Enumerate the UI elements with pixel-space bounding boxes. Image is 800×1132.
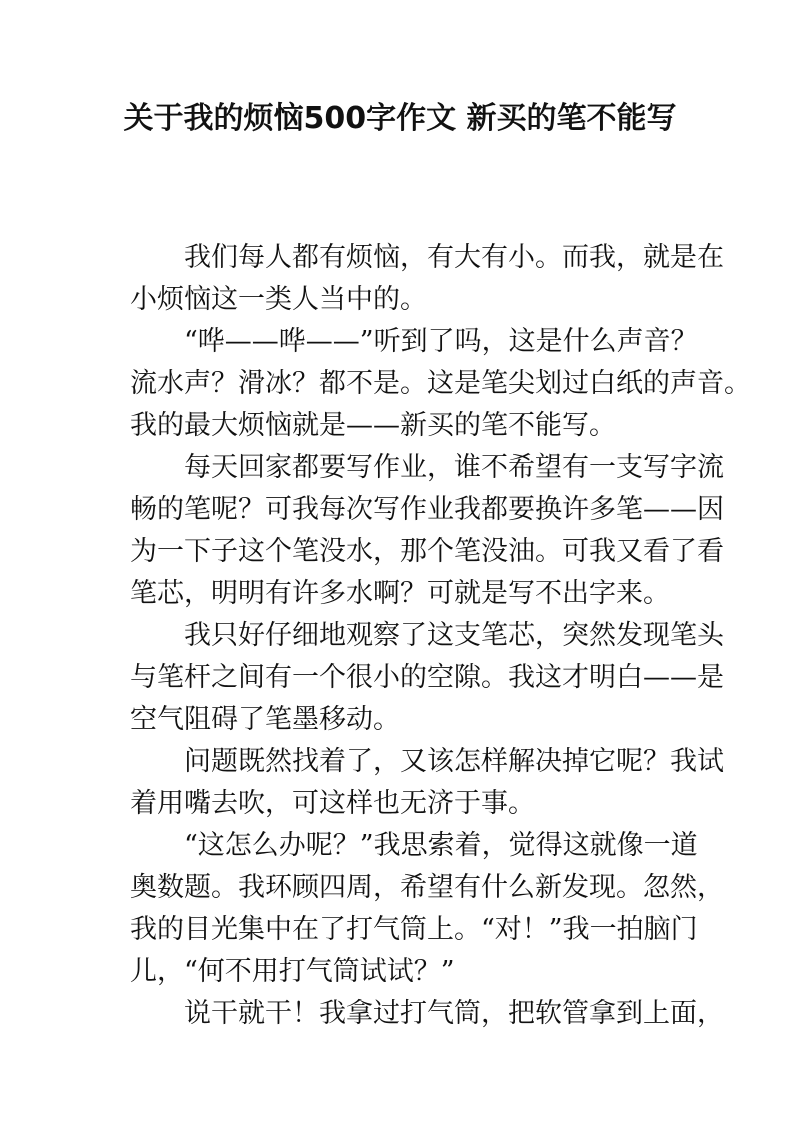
text-line: 为一下子这个笔没水，那个笔没油。可我又看了看 bbox=[130, 536, 724, 567]
text-line: 着用嘴去吹，可这样也无济于事。 bbox=[130, 788, 535, 819]
text-line: 与笔杆之间有一个很小的空隙。我这才明白——是 bbox=[130, 662, 724, 693]
document-title: 关于我的烦恼500字作文 新买的笔不能写 bbox=[123, 101, 677, 136]
text-line: 每天回家都要写作业，谁不希望有一支写字流 bbox=[184, 452, 724, 483]
text-line: 我们每人都有烦恼，有大有小。而我，就是在 bbox=[184, 242, 724, 273]
document-body bbox=[130, 237, 751, 1035]
text-line: 笔芯，明明有许多水啊？可就是写不出字来。 bbox=[130, 578, 670, 609]
text-line: 说干就干！我拿过打气筒，把软管拿到上面， bbox=[184, 998, 724, 1029]
text-line: 小烦恼这一类人当中的。 bbox=[130, 284, 427, 315]
text-line: 我的最大烦恼就是——新买的笔不能写。 bbox=[130, 410, 616, 441]
text-line: 我只好仔细地观察了这支笔芯，突然发现笔头 bbox=[184, 620, 724, 651]
text-line: 问题既然找着了，又该怎样解决掉它呢？我试 bbox=[184, 746, 724, 777]
text-line: “哗——哗——”听到了吗，这是什么声音？ bbox=[184, 326, 698, 357]
text-line: 流水声？滑冰？都不是。这是笔尖划过白纸的声音。 bbox=[130, 368, 751, 399]
text-line: 空气阻碍了笔墨移动。 bbox=[130, 704, 400, 735]
text-line: 儿，“何不用打气筒试试？” bbox=[130, 956, 455, 987]
text-line: “这怎么办呢？”我思索着，觉得这就像一道 bbox=[184, 830, 698, 861]
text-line: 我的目光集中在了打气筒上。“对！”我一拍脑门 bbox=[130, 914, 698, 945]
text-line: 畅的笔呢？可我每次写作业我都要换许多笔——因 bbox=[130, 494, 724, 525]
text-line: 奥数题。我环顾四周，希望有什么新发现。忽然， bbox=[130, 872, 724, 903]
